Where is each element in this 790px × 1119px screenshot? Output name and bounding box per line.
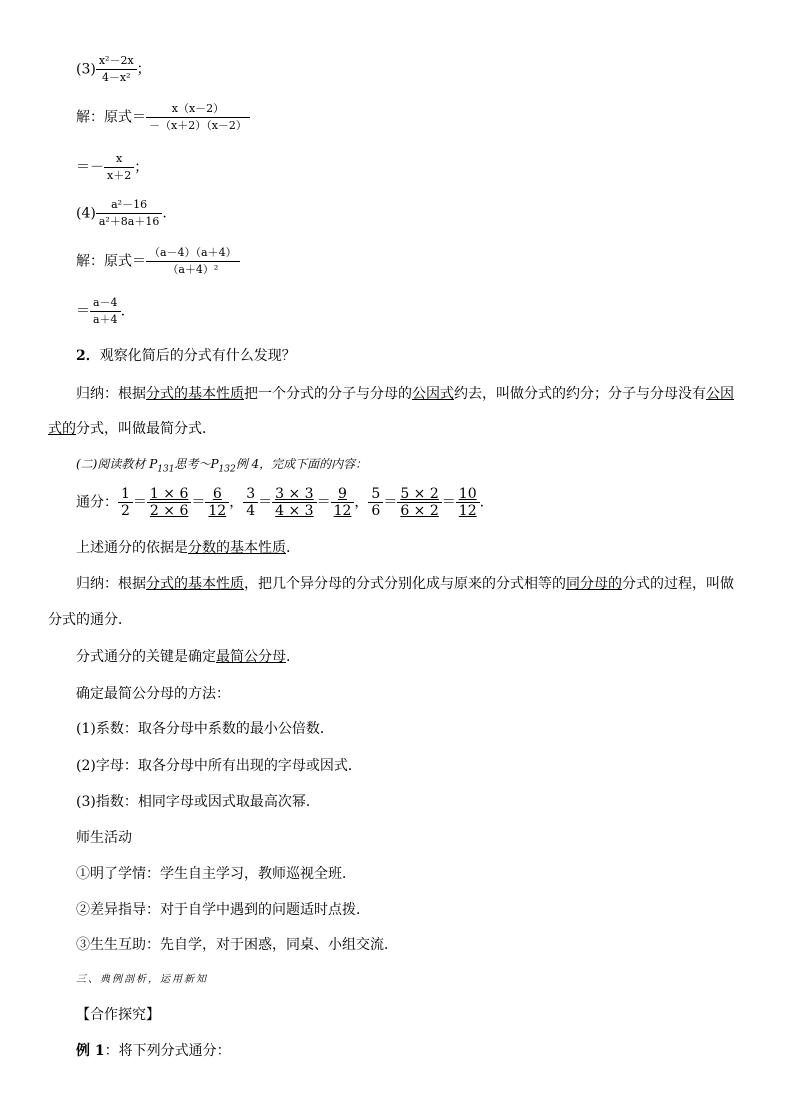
example-label: 例 1	[76, 1043, 105, 1059]
denominator: 4	[246, 503, 256, 519]
underlined-term: 公因	[706, 386, 734, 402]
numerator: 10	[458, 486, 477, 502]
text: 思考～	[174, 457, 211, 471]
item-4	[76, 198, 167, 229]
text: 上述通分的依据是	[76, 540, 188, 556]
activity-item-1: ①明了学情：学生自主学习，教师巡视全班．	[76, 866, 356, 882]
fraction	[96, 54, 137, 85]
label: 通分：	[76, 494, 118, 511]
text: 约去，叫做分式的约分；分子与分母没有	[454, 386, 706, 402]
punctuation: .	[162, 205, 167, 222]
solution-prefix: 解：原式＝	[76, 253, 146, 270]
question-text: 观察化简后的分式有什么发现？	[99, 348, 296, 364]
fraction	[146, 102, 250, 133]
page-ref: P	[149, 457, 158, 471]
item-label: (4)	[76, 205, 96, 222]
example-1	[76, 1040, 231, 1060]
text: 归纳：根据	[76, 576, 146, 592]
text: 例 4，完成下面的内容：	[235, 457, 368, 471]
text: (二)阅读教材	[76, 457, 150, 471]
denominator: 4 × 3	[275, 503, 314, 519]
denominator: 12	[208, 503, 227, 519]
tongfen-line: 通分： $\frac{1}{2}$ ＝ $\frac{1 \times 6}{2 \times 6}$ ＝ $\frac{6}{12}$ ， $\frac{3}{4}$ ＝ $\frac{3 \times 3}{4 \times 3}$ ＝ $\frac{9}{12}$ ， $\frac{5}{6}$ ＝ $\frac{5 \times 2}{6 \times 2}$ ＝ $\frac{10}{12}$ .	[76, 486, 485, 519]
underlined-term: 同分母的	[566, 576, 622, 592]
solution-prefix: 解：原式＝	[76, 109, 146, 126]
denominator: －（x＋2）（x－2）	[149, 119, 247, 132]
item-3	[76, 54, 151, 85]
underlined-term: 分数的基本性质	[188, 540, 286, 556]
activity-item-2: ②差异指导：对于自学中遇到的问题适时点拨．	[76, 902, 370, 918]
fraction	[146, 246, 240, 277]
underlined-term: 分式的基本性质	[146, 576, 244, 592]
fraction	[243, 487, 258, 518]
numerator: a－4	[93, 296, 118, 309]
numerator: a²－16	[111, 198, 148, 211]
denominator: 12	[333, 503, 352, 519]
activity-item-3: ③生生互助：先自学，对于困惑，同桌、小组交流．	[76, 937, 398, 953]
text: 把一个分式的分子与分母的	[244, 386, 412, 402]
numerator: x	[115, 152, 123, 165]
text: .	[286, 540, 291, 556]
solution-4	[76, 246, 240, 277]
fraction	[118, 487, 133, 518]
fraction	[147, 487, 191, 518]
fraction	[104, 152, 134, 183]
summary-1-line-1	[76, 383, 734, 403]
numerator: 1 × 6	[149, 486, 189, 502]
denominator: 6	[371, 503, 381, 519]
numerator: （a－4）（a＋4）	[149, 246, 237, 259]
text: 分式的通分．	[48, 612, 132, 628]
punctuation: ；	[136, 61, 151, 78]
underlined-term: 公因式	[412, 386, 454, 402]
coop-heading: 【合作探究】	[76, 1007, 160, 1023]
text: 归纳：根据	[76, 386, 146, 402]
solution-4-step	[76, 296, 125, 327]
denominator: 4－x²	[101, 71, 131, 84]
numerator: 3 × 3	[275, 486, 314, 502]
key-line	[76, 646, 290, 666]
fraction	[96, 198, 163, 229]
fraction	[368, 487, 383, 518]
page-number: 132	[218, 464, 236, 475]
denominator: a²＋8a＋16	[98, 215, 160, 228]
fraction	[456, 487, 480, 518]
numerator: x（x－2）	[171, 102, 225, 115]
activity-title: 师生活动	[76, 830, 132, 846]
denominator: 2 × 6	[149, 503, 189, 519]
numerator: 9	[338, 486, 347, 502]
section-2-heading	[76, 455, 367, 474]
page-number: 131	[157, 464, 175, 475]
step-prefix: ＝	[76, 303, 90, 320]
fraction	[90, 296, 121, 327]
numerator: x²－2x	[98, 54, 134, 67]
numerator: 6	[212, 486, 222, 502]
summary-1-line-2	[48, 418, 216, 438]
question-2	[76, 345, 296, 365]
punctuation: ；	[134, 159, 149, 176]
solution-3	[76, 102, 250, 133]
text: 分式，叫做最简分式．	[76, 421, 216, 437]
punctuation: .	[120, 303, 126, 320]
denominator: （a＋4）²	[167, 263, 219, 276]
item-label: (3)	[76, 61, 96, 78]
text: .	[286, 649, 291, 665]
basis-line	[76, 537, 290, 557]
text: ，把几个异分母的分式分别化成与原来的分式相等的	[244, 576, 566, 592]
question-number: 2．	[76, 348, 100, 364]
method-title: 确定最简公分母的方法：	[76, 686, 230, 702]
step-prefix: ＝－	[76, 159, 104, 176]
example-text: ：将下列分式通分：	[104, 1043, 231, 1059]
denominator: 2	[121, 503, 130, 519]
fraction	[397, 487, 441, 518]
numerator: 3	[246, 486, 256, 502]
numerator: 5 × 2	[400, 486, 439, 502]
numerator: 5	[371, 486, 381, 502]
denominator: 12	[458, 503, 477, 519]
underlined-term: 式的	[48, 421, 76, 437]
section-3-heading: 三、典例剖析，运用新知	[76, 974, 208, 985]
method-item-2: (2)字母：取各分母中所有出现的字母或因式．	[76, 758, 362, 774]
fraction	[272, 487, 316, 518]
fraction	[205, 487, 229, 518]
underlined-term: 分式的基本性质	[146, 386, 244, 402]
text: 分式通分的关键是确定	[76, 649, 216, 665]
denominator: 6 × 2	[400, 503, 439, 519]
summary-2-line-2	[48, 609, 132, 629]
solution-3-step	[76, 152, 148, 183]
underlined-term: 最简公分母	[216, 649, 286, 665]
text: 分式的过程，叫做	[622, 576, 734, 592]
method-item-3: (3)指数：相同字母或因式取最高次幂．	[76, 794, 320, 810]
page-ref: P	[210, 457, 219, 471]
denominator: a＋4	[93, 313, 118, 326]
numerator: 1	[121, 486, 130, 502]
summary-2-line-1	[76, 573, 734, 593]
fraction	[331, 487, 355, 518]
method-item-1: (1)系数：取各分母中系数的最小公倍数．	[76, 721, 334, 737]
denominator: x＋2	[107, 169, 132, 182]
